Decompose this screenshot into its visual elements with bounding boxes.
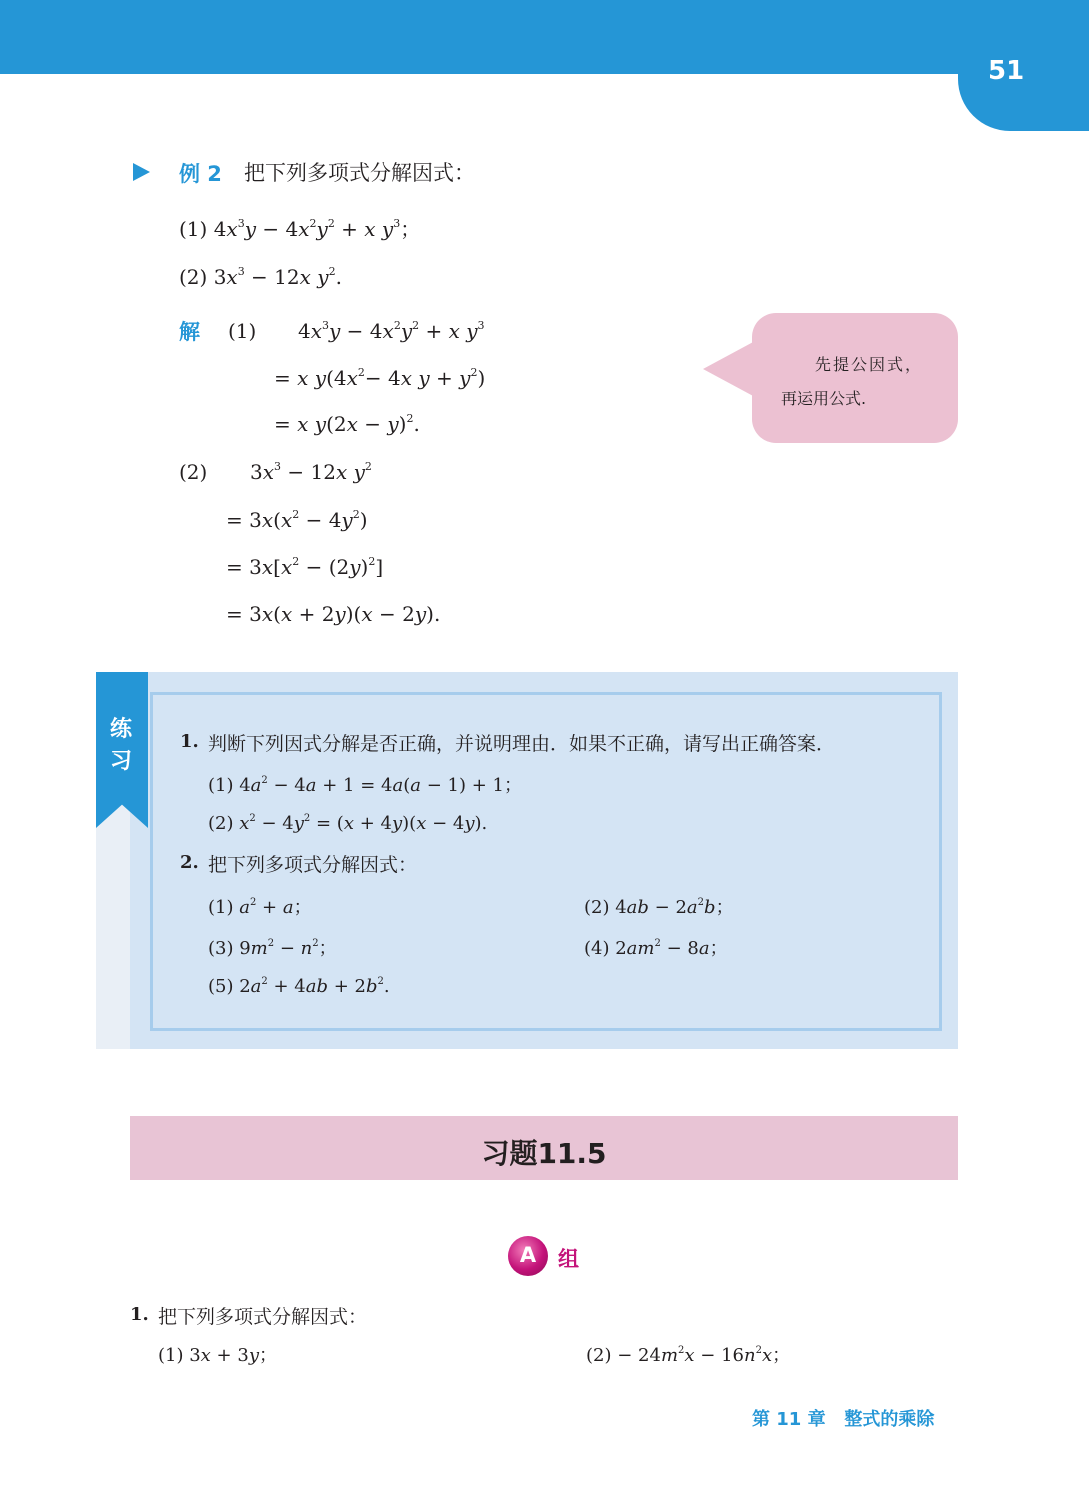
footer-chapter: 第 11 章	[752, 1409, 826, 1430]
homework-q1-item-1: (1) 3x + 3y；	[158, 1345, 277, 1366]
solution-2-step-2: = $3x[x^2 - (2y)^2]$	[226, 555, 384, 579]
practice-q2-number: 2.	[180, 852, 199, 873]
practice-q1-item-1: (1) $4a^2 - 4a + 1 = 4a(a - 1) + 1$；	[208, 775, 522, 796]
solution-1-step-1: = x $y(4x^2- 4x$ $y + y^2$)	[274, 366, 486, 390]
solution-1-step-0: $4x^3y - 4x^2y^2 + x$ $y^3$	[298, 319, 485, 343]
practice-q2-item-3: (3) $9m^2 - n^2$；	[208, 938, 337, 959]
solution-part2-label: (2)	[179, 460, 208, 484]
practice-q2-item-5: (5) $2a^2 + 4ab + 2b^2$.	[208, 976, 390, 997]
solution-label: 解	[179, 320, 200, 344]
hint-callout	[752, 313, 958, 443]
practice-q2-item-1: (1) $a^2 + a$；	[208, 897, 312, 918]
practice-q2-item-2: (2) $4ab - 2a^2b$；	[584, 897, 734, 918]
chapter-footer	[752, 1405, 934, 1431]
practice-q2-item-4: (4) $2am^2 - 8a$；	[584, 938, 728, 959]
example-title: 把下列多项式分解因式：	[244, 161, 475, 185]
practice-q1-text: 判断下列因式分解是否正确，并说明理由．如果不正确，请写出正确答案．	[208, 733, 836, 755]
solution-1-step-2: = x $y(2x - y)^2$.	[274, 412, 420, 436]
top-header-bar	[0, 0, 1089, 74]
example-problem-1: (1) $4x^3y - 4x^2y^2 + x$ $y^3$；	[179, 217, 421, 241]
callout-pointer	[703, 341, 755, 397]
footer-title: 整式的乘除	[844, 1409, 935, 1430]
page-number: 51	[988, 56, 1025, 86]
homework-q1-text: 把下列多项式分解因式：	[158, 1306, 368, 1328]
group-a-letter: A	[519, 1243, 537, 1267]
homework-q1-item-2: $(2) - 24m^2x - 16n^2x$；	[586, 1345, 791, 1366]
example-problem-2: (2) $3x^3 - 12x$ $y^2$.	[179, 265, 342, 289]
example-label: 例 2	[179, 162, 222, 186]
practice-q1-number: 1.	[180, 731, 199, 752]
practice-tab-char-2: 习	[110, 749, 133, 774]
practice-q2-text: 把下列多项式分解因式：	[208, 854, 418, 876]
solution-2-step-0: $3x^3 - 12x$ $y^2$	[250, 460, 372, 484]
homework-q1-number: 1.	[130, 1304, 149, 1325]
solution-2-step-1: = $3x(x^2 - 4y^2)$	[226, 508, 368, 532]
callout-line-2: 再运用公式.	[781, 389, 867, 408]
practice-q1-item-2: (2) $x^2 - 4y^2 = (x + 4y)(x - 4y)$.	[208, 813, 488, 834]
callout-line-1: 先提公因式，	[815, 355, 924, 374]
homework-title: 习题11.5	[481, 1137, 607, 1170]
solution-part1-label: (1)	[228, 319, 257, 343]
solution-2-step-3: = 3x(x + 2y)(x − 2y).	[226, 602, 441, 626]
group-label: 组	[558, 1247, 579, 1271]
play-arrow-icon	[133, 163, 150, 181]
practice-tab-char-1: 练	[110, 717, 133, 742]
